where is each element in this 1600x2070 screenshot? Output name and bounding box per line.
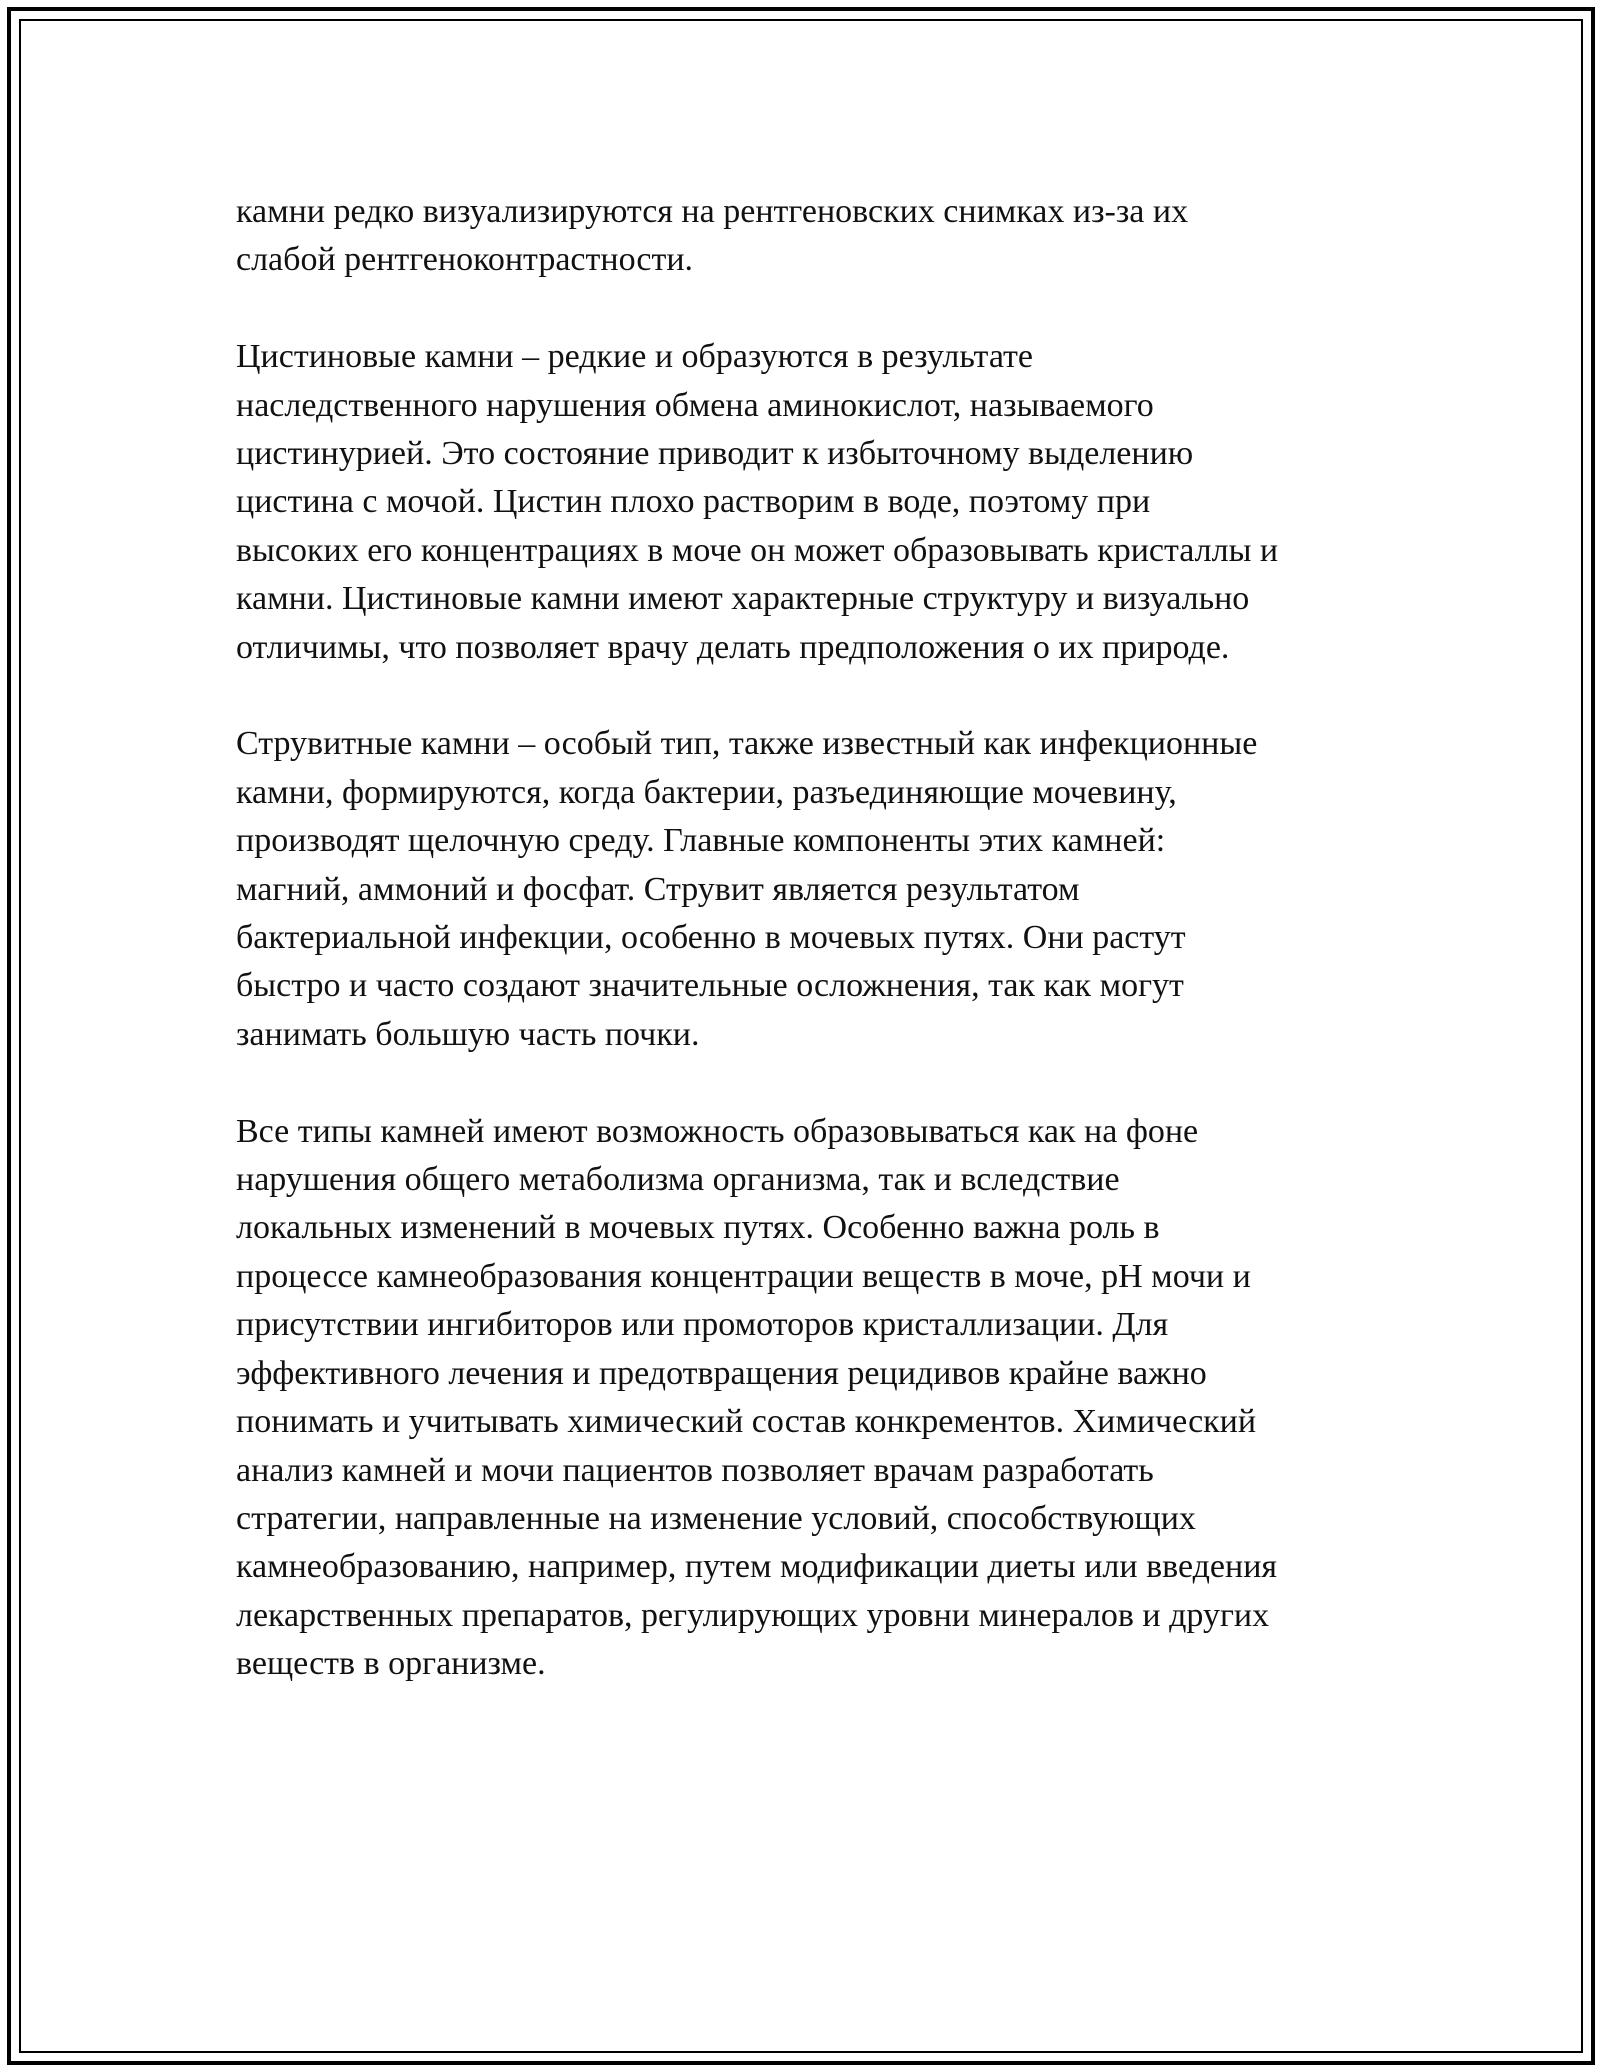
- text-line: цистинурией. Это состояние приводит к избыточному выделению: [236, 435, 1194, 473]
- paragraph-cystine-stones: [236, 333, 1376, 672]
- text-line: производят щелочную среду. Главные компоненты этих камней:: [236, 822, 1166, 860]
- text-line: локальных изменений в мочевых путях. Особенно важна роль в: [236, 1209, 1160, 1247]
- text-line: Все типы камней имеют возможность образовываться как на фоне: [236, 1112, 1199, 1150]
- text-line: Цистиновые камни – редкие и образуются в результате: [236, 338, 1033, 376]
- text-line: присутствии ингибиторов или промоторов кристаллизации. Для: [236, 1306, 1169, 1344]
- text-line: камнеобразованию, например, путем модификации диеты или введения: [236, 1548, 1278, 1586]
- text-line: наследственного нарушения обмена аминокислот, называемого: [236, 386, 1154, 424]
- text-line: цистина с мочой. Цистин плохо растворим в воде, поэтому при: [236, 483, 1151, 521]
- text-line: лекарственных препаратов, регулирующих уровни минералов и других: [236, 1596, 1270, 1634]
- paragraph-all-stone-types: [236, 1108, 1376, 1689]
- text-line: Струвитные камни – особый тип, также известный как инфекционные: [236, 725, 1258, 763]
- text-line: нарушения общего метаболизма организма, так и вследствие: [236, 1161, 1120, 1199]
- document-body: [236, 188, 1376, 1689]
- text-line: камни редко визуализируются на рентгеновских снимках из-за их: [236, 193, 1189, 230]
- text-line: эффективного лечения и предотвращения рецидивов крайне важно: [236, 1354, 1207, 1392]
- text-line: процессе камнеобразования концентрации веществ в моче, pH мочи и: [236, 1257, 1251, 1295]
- text-line: бактериальной инфекции, особенно в мочевых путях. Они растут: [236, 919, 1186, 957]
- text-line: слабой рентгеноконтрастности.: [236, 241, 694, 279]
- text-line: камни. Цистиновые камни имеют характерные структуру и визуально: [236, 580, 1250, 618]
- text-line: веществ в организме.: [236, 1645, 546, 1683]
- text-line: стратегии, направленные на изменение условий, способствующих: [236, 1499, 1196, 1537]
- text-line: понимать и учитывать химический состав конкрементов. Химический: [236, 1403, 1257, 1441]
- text-line: магний, аммоний и фосфат. Струвит является результатом: [236, 870, 1080, 908]
- text-line: быстро и часто создают значительные осложнения, так как могут: [236, 967, 1184, 1005]
- text-line: занимать большую часть почки.: [236, 1015, 700, 1053]
- paragraph-struvite-stones: [236, 720, 1376, 1059]
- paragraph-xray-visibility: [236, 188, 1376, 285]
- text-line: камни, формируются, когда бактерии, разъединяющие мочевину,: [236, 773, 1177, 811]
- text-line: анализ камней и мочи пациентов позволяет врачам разработать: [236, 1451, 1154, 1489]
- text-line: высоких его концентрациях в моче он может образовывать кристаллы и: [236, 531, 1279, 569]
- text-line: отличимы, что позволяет врачу делать предположения о их природе.: [236, 628, 1230, 666]
